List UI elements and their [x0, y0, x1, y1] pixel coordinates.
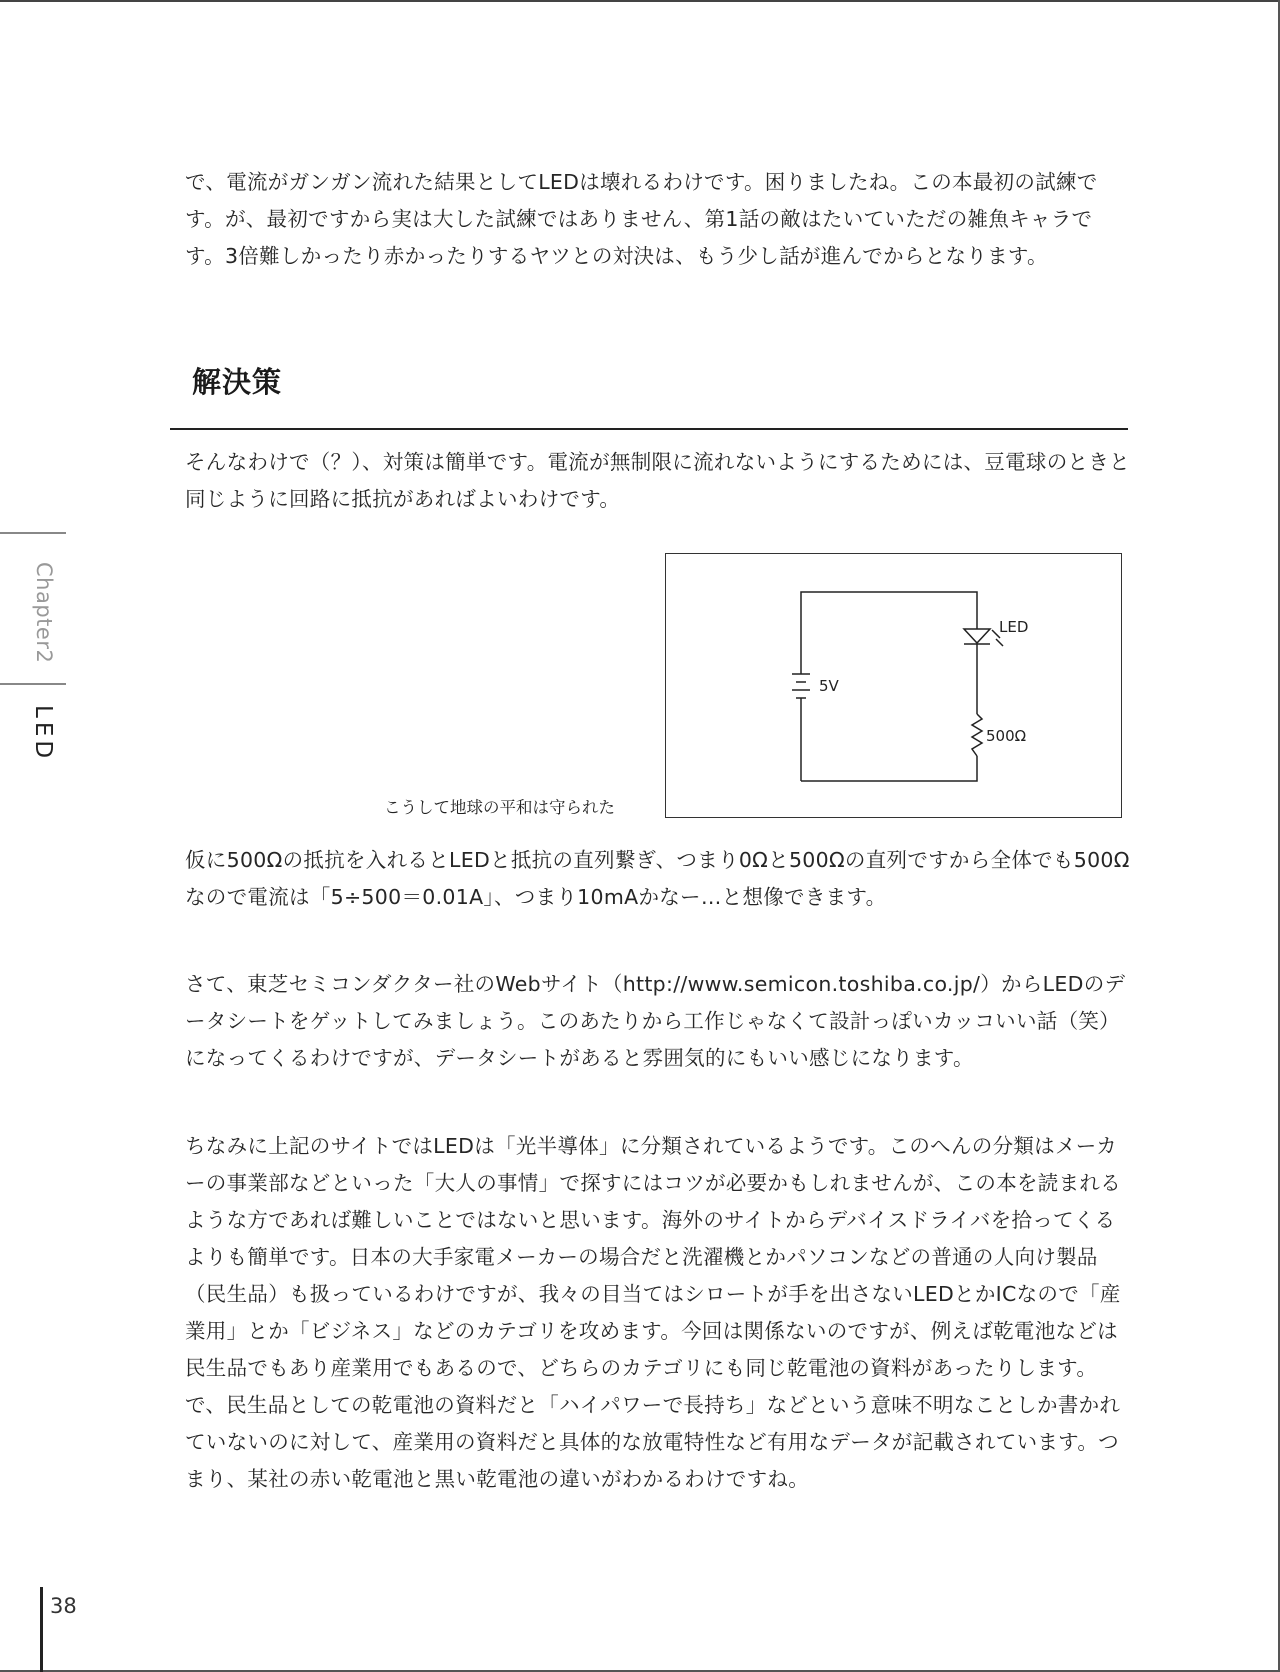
wire-bottom [801, 756, 977, 781]
led-label: LED [999, 618, 1029, 636]
section-heading: 解決策 [192, 365, 283, 399]
wire-top [801, 592, 977, 674]
page-number-bar [40, 1587, 43, 1672]
circuit-figure [665, 553, 1122, 818]
paragraph-intro: で、電流がガンガン流れた結果としてLEDは壊れるわけです。困りましたね。この本最初の試練です。が、最初ですから実は大した試練ではありません、第1話の敵はたいていただの雑魚キャラです。3倍難しかったり赤かったりするヤツとの対決は、もう少し話が進んでからとなります。 [185, 170, 1098, 268]
battery-symbol [792, 674, 810, 698]
paragraph-categories: ちなみに上記のサイトではLEDは「光半導体」に分類されているようです。このへんの分類はメーカーの事業部などといった「大人の事情」で探すにはコツが必要かもしれませんが、この本を読まれるような方であれば難しいことではないと思います。海外のサイトからデバイスドライバを拾ってくるよりも簡単です。日本の大手家電メーカーの場合だと洗濯機とかパソコンなどの普通の人向け製品（民生品）も扱っているわけですが、我々の目当てはシロートが手を出さないLEDとかICなので「産業用」とか「ビジネス」などのカテゴリを攻めます。今回は関係ないのですが、例えば乾電池などは民生品でもあり産業用でもあるので、どちらのカテゴリにも同じ乾電池の資料があったりします。で、民生品としての乾電池の資料だと「ハイパワーで長持ち」などという意味不明なことしか書かれていないのに対して、産業用の資料だと具体的な放電特性など有用なデータが記載されています。つまり、某社の赤い乾電池と黒い乾電池の違いがわかるわけですね。 [185, 1134, 1121, 1491]
sidebar-divider-mid [0, 683, 66, 685]
sidebar-chapter [30, 562, 58, 672]
sidebar-chapter-label: Chapter2 [32, 562, 56, 664]
battery-label: 5V [819, 677, 839, 695]
page-frame-top [0, 0, 1280, 2]
circuit-diagram [666, 554, 1123, 819]
figure-caption: こうして地球の平和は守られた [384, 798, 615, 817]
resistor-label: 500Ω [986, 727, 1027, 745]
sidebar-divider-top [0, 532, 66, 534]
heading-rule [170, 428, 1128, 430]
paragraph-solution: そんなわけで（？）、対策は簡単です。電流が無制限に流れないようにするためには、豆電球のときと同じように回路に抵抗があればよいわけです。 [185, 450, 1130, 511]
paragraph-datasheet: さて、東芝セミコンダクター社のWebサイト（http://www.semicon.toshiba.co.jp/）からLEDのデータシートをゲットしてみましょう。このあたりから工作じゃなくて設計っぽいカッコいい話（笑）になってくるわけですが、データシートがあると雰囲気的にもいい感じになります。 [185, 972, 1126, 1070]
paragraph-calculation: 仮に500Ωの抵抗を入れるとLEDと抵抗の直列繋ぎ、つまり0Ωと500Ωの直列ですから全体でも500Ωなので電流は「5÷500＝0.01A」、つまり10mAかなー…と想像できます。 [185, 848, 1130, 909]
led-symbol [964, 629, 1003, 646]
page-number: 38 [50, 1594, 77, 1618]
sidebar-section [30, 705, 58, 775]
sidebar-section-label: LED [30, 705, 56, 763]
resistor-symbol [972, 714, 982, 756]
